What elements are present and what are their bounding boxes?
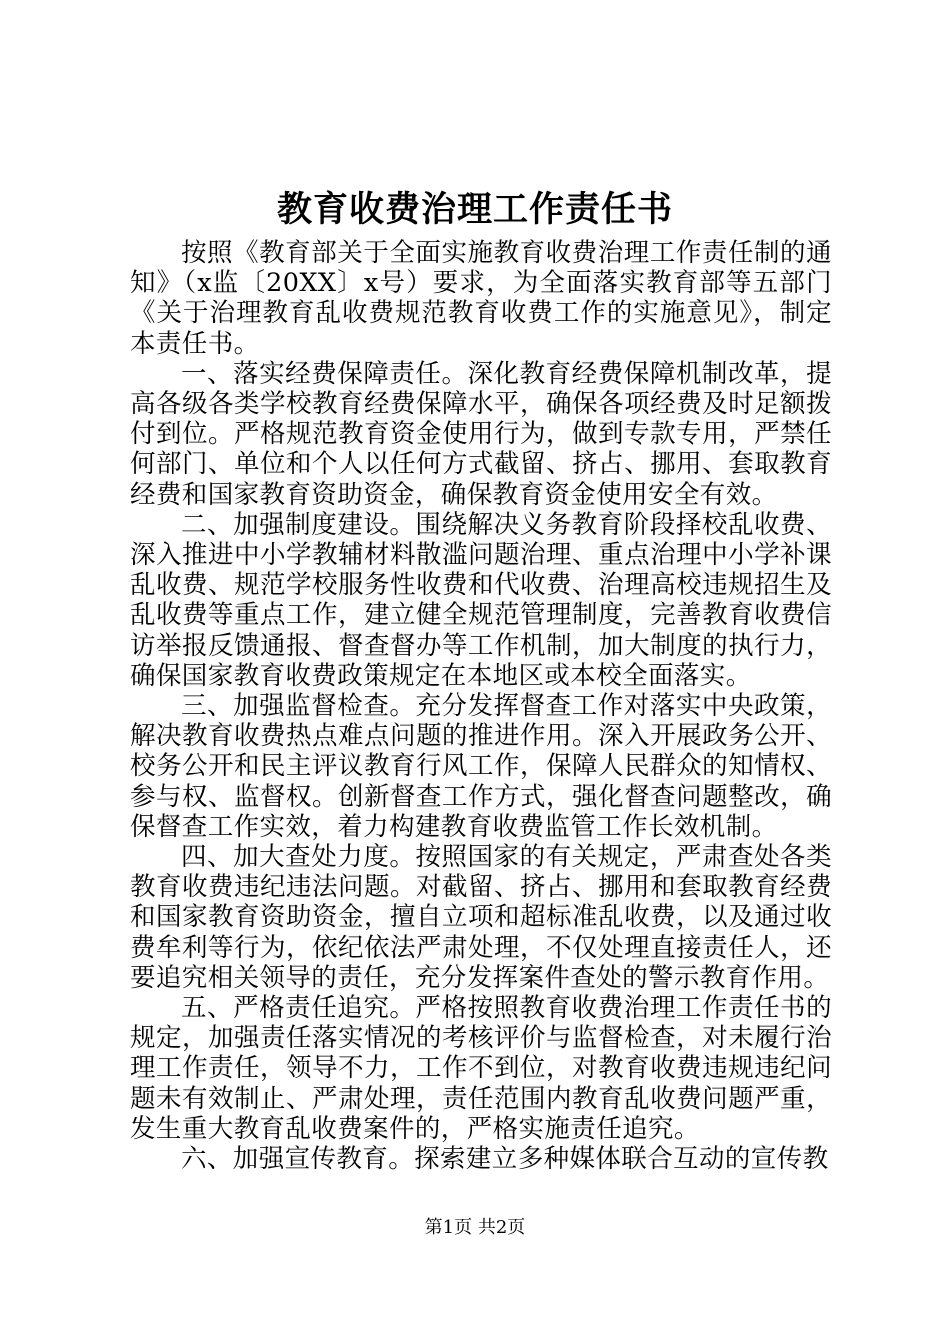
paragraph-accountability: 五、严格责任追究。严格按照教育收费治理工作责任书的规定，加强责任落实情况的考核评价与监督检查，对未履行治理工作责任，领导不力，工作不到位，对教育收费违规违纪问题未有效制止、严肃处理，责任范围内教育乱收费问题严重，发生重大教育乱收费案件的，严格实施责任追究。 xyxy=(130,993,832,1144)
document-body xyxy=(130,238,832,1174)
paragraph-intro: 按照《教育部关于全面实施教育收费治理工作责任制的通知》（x监〔20XX〕x号）要求，为全面落实教育部等五部门《关于治理教育乱收费规范教育收费工作的实施意见》，制定本责任书。 xyxy=(130,238,832,359)
paragraph-publicity: 六、加强宣传教育。探索建立多种媒体联合互动的宣传教 xyxy=(181,1144,829,1175)
paragraph-funding-guarantee: 一、落实经费保障责任。深化教育经费保障机制改革，提高各级各类学校教育经费保障水平，确保各项经费及时足额拨付到位。严格规范教育资金使用行为，做到专款专用，严禁任何部门、单位和个人以任何方式截留、挤占、挪用、套取教育经费和国家教育资助资金，确保教育资金使用安全有效。 xyxy=(130,358,832,510)
document-title: 教育收费治理工作责任书 xyxy=(276,189,673,230)
paragraph-system-building: 二、加强制度建设。围绕解决义务教育阶段择校乱收费、深入推进中小学教辅材料散滥问题治理、重点治理中小学补课乱收费、规范学校服务性收费和代收费、治理高校违规招生及乱收费等重点工作，建立健全规范管理制度，完善教育收费信访举报反馈通报、督查督办等工作机制，加大制度的执行力，确保国家教育收费政策规定在本地区或本校全面落实。 xyxy=(130,509,832,691)
paragraph-supervision: 三、加强监督检查。充分发挥督查工作对落实中央政策，解决教育收费热点难点问题的推进作用。深入开展政务公开、校务公开和民主评议教育行风工作，保障人民群众的知情权、参与权、监督权。创新督查工作方式，强化督查问题整改，确保督查工作实效，着力构建教育收费监管工作长效机制。 xyxy=(130,691,832,842)
paragraph-investigation: 四、加大查处力度。按照国家的有关规定，严肃查处各类教育收费违纪违法问题。对截留、挤占、挪用和套取教育经费和国家教育资助资金，擅自立项和超标准乱收费，以及通过收费牟利等行为，依纪依法严肃处理，不仅处理直接责任人，还要追究相关领导的责任，充分发挥案件查处的警示教育作用。 xyxy=(130,842,832,993)
page-footer: 第1页 共2页 xyxy=(424,1217,526,1238)
